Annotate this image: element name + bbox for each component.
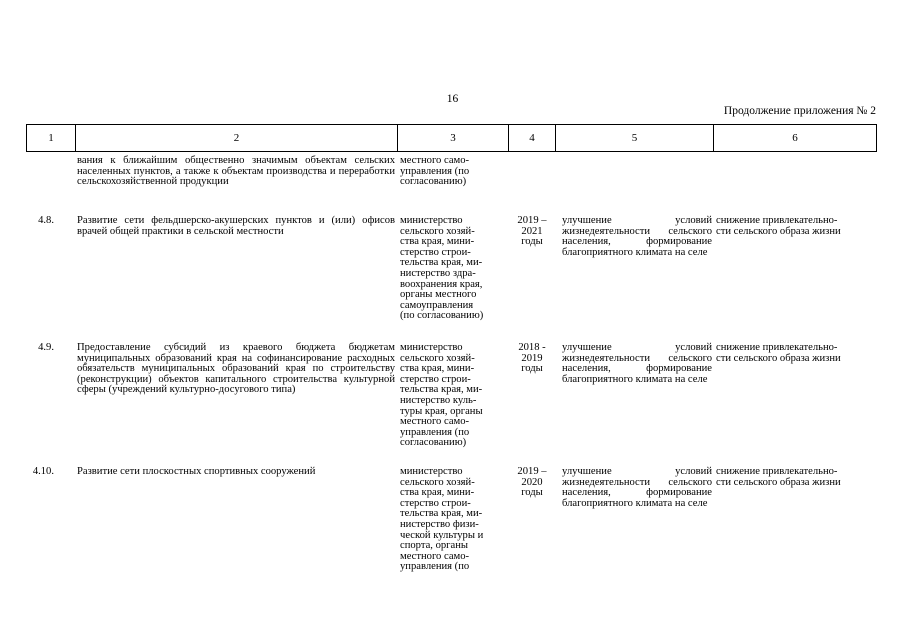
item-executors: министерство сельского хозяй- ства края, мини- стерство строи- тельства края, ми- нистерство физи- ческой культуры и спорта, органы местного само- управления (по [400,466,484,573]
item-consequence: снижение привлекательно- сти сельского образа жизни [716,342,841,364]
item-number: 4.9. [38,342,54,353]
item-result: улучшение условий жизнедеятельности сельского населения, формирование благоприятного климата на селе [562,342,712,385]
item-executors: местного само- управления (по согласованию) [400,155,470,188]
item-years: 2019 – 2020 годы [517,466,547,499]
column-header-6: 6 [714,125,877,152]
item-result: улучшение условий жизнедеятельности сельского населения, формирование благоприятного климата на селе [562,466,712,509]
item-executors: министерство сельского хозяй- ства края, мини- стерство строи- тельства края, ми- нистерство куль- туры края, органы местного само- управления (по согласованию) [400,342,483,449]
item-result: улучшение условий жизнедеятельности сельского населения, формирование благоприятного климата на селе [562,215,712,258]
column-number-header [26,124,877,152]
item-description: Развитие сети фельдшерско-акушерских пунктов и (или) офисов врачей общей практики в сельской местности [77,215,395,237]
column-header-3: 3 [398,125,509,152]
item-description: Предоставление субсидий из краевого бюджета бюджетам муниципальных образований края на софинансирование расходных обязательств муниципальных образований края по строительству (реконструкции) объектов капитального строительства культурной сферы (учреждений культурно-досугового типа) [77,342,395,396]
column-header-5: 5 [556,125,714,152]
column-header-4: 4 [509,125,556,152]
item-consequence: снижение привлекательно- сти сельского образа жизни [716,215,841,237]
item-executors: министерство сельского хозяй- ства края, мини- стерство строи- тельства края, ми- нистерство здра- воохранения края, органы местного самоуправления (по согласованию) [400,215,484,322]
item-years: 2019 – 2021 годы [517,215,547,248]
item-years: 2018 - 2019 годы [518,342,546,375]
item-description: вания к ближайшим общественно значимым объектам сельских населенных пунктов, а также к объектам производства и переработки сельскохозяйственной продукции [77,155,395,188]
column-header-2: 2 [76,125,398,152]
appendix-continuation-label: Продолжение приложения № 2 [723,105,876,117]
item-number: 4.8. [38,215,54,226]
item-number: 4.10. [32,466,54,477]
page-number: 16 [446,93,459,105]
item-consequence: снижение привлекательно- сти сельского образа жизни [716,466,841,488]
column-header-1: 1 [27,125,76,152]
item-description: Развитие сети плоскостных спортивных сооружений [77,466,316,477]
